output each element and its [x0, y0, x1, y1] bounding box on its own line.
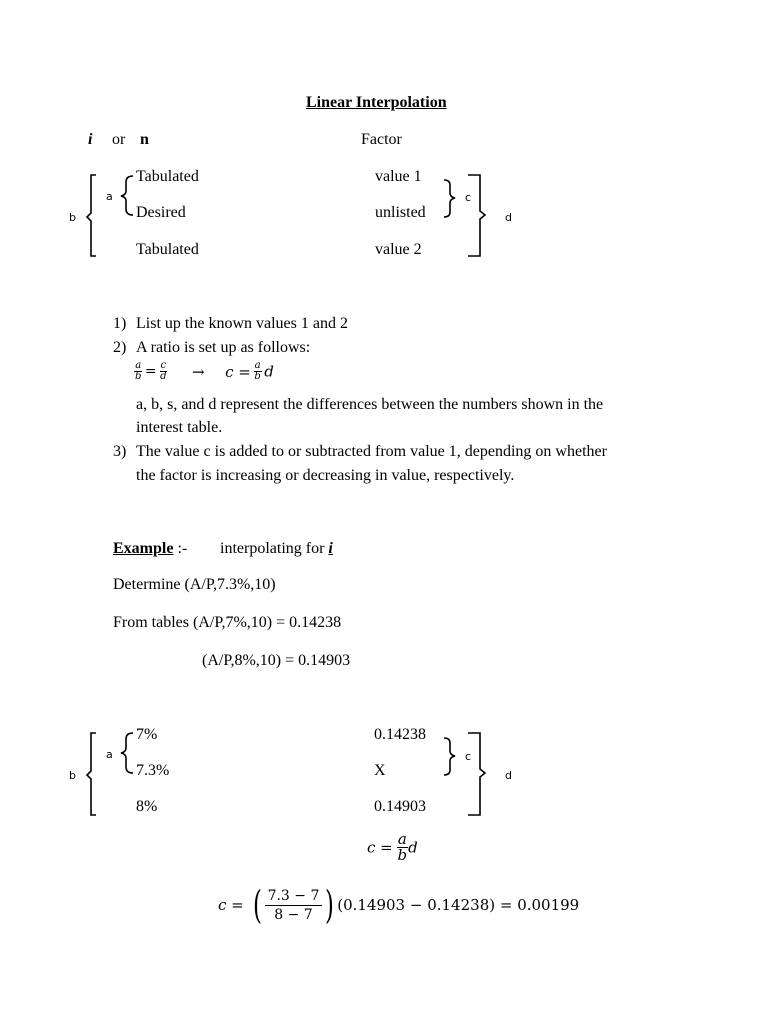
factor-header: Factor	[361, 131, 402, 148]
example-text: interpolating for	[220, 540, 325, 557]
bracket-c-2	[444, 738, 455, 775]
second-table-line: (A/P,8%,10) = 0.14903	[202, 652, 351, 669]
formula1-lhs: c =	[367, 838, 393, 857]
arrow-symbol: →	[192, 362, 205, 381]
example-variable: i	[328, 540, 333, 557]
row3-left: Tabulated	[136, 241, 199, 258]
label-d: d	[505, 211, 512, 224]
fraction-c-d: $\frac{c}{d}$	[160, 360, 167, 382]
result-d: d	[264, 362, 274, 381]
row1-right: value 1	[375, 168, 422, 185]
row2-left: Desired	[136, 204, 186, 221]
equals-sign: =	[144, 363, 157, 380]
label-c-2: c	[465, 750, 472, 763]
step1-number: 1)	[113, 315, 127, 332]
close-paren: )	[325, 883, 335, 927]
step1-text: List up the known values 1 and 2	[136, 315, 348, 332]
formula-c-equals-ab-d	[367, 832, 418, 863]
formula2-lhs: c =	[218, 896, 244, 914]
label-b: b	[69, 211, 76, 224]
from-tables-line: From tables (A/P,7%,10) = 0.14238	[113, 614, 342, 631]
step2-note-line2: interest table.	[136, 419, 223, 436]
bracket-d-2	[468, 733, 485, 815]
fraction-a-b-result: $\frac{a}{b}$	[254, 360, 261, 382]
bracket-b-2	[87, 733, 96, 815]
variable-i: i	[88, 131, 93, 148]
row1-left: Tabulated	[136, 168, 199, 185]
determine-line: Determine (A/P,7.3%,10)	[113, 576, 276, 593]
example-label: Example	[113, 540, 174, 557]
label-b-2: b	[69, 769, 76, 782]
formula2-rest: (0.14903 − 0.14238) = 0.00199	[337, 896, 580, 914]
open-paren: (	[252, 883, 262, 927]
row3-right: value 2	[375, 241, 422, 258]
row3-left-2: 8%	[136, 798, 158, 815]
formula2-fraction: $\frac{7.3 - 7}{8 - 7}$	[265, 889, 323, 922]
step2-note-line1: a, b, s, and d represent the differences between the numbers shown in the	[136, 396, 604, 413]
formula1-fraction: $\frac{a}{b}$	[397, 830, 408, 864]
label-d-2: d	[505, 769, 512, 782]
step2-number: 2)	[113, 339, 127, 356]
formula-computation	[218, 883, 580, 927]
row1-left-2: 7%	[136, 726, 158, 743]
label-a: a	[106, 190, 113, 203]
bracket-a-2	[121, 733, 133, 773]
row2-right-2: X	[374, 762, 386, 779]
step3-line2: the factor is increasing or decreasing in value, respectively.	[136, 467, 515, 484]
label-a-2: a	[106, 748, 113, 761]
fraction-a-b: $\frac{a}{b}$	[135, 360, 142, 382]
step3-line1: The value c is added to or subtracted from value 1, depending on whether	[136, 443, 607, 460]
row1-right-2: 0.14238	[374, 726, 426, 743]
example-separator: :-	[173, 540, 188, 557]
step3-number: 3)	[113, 443, 127, 460]
label-c: c	[465, 191, 472, 204]
row2-left-2: 7.3%	[136, 762, 170, 779]
row3-right-2: 0.14903	[374, 798, 426, 815]
row2-right: unlisted	[375, 204, 426, 221]
result-lhs: c =	[225, 362, 251, 381]
formula1-d: d	[408, 838, 418, 857]
page-title: Linear Interpolation	[306, 94, 447, 111]
variable-n: n	[140, 131, 149, 148]
or-word: or	[112, 131, 126, 148]
step2-text: A ratio is set up as follows:	[136, 339, 311, 356]
